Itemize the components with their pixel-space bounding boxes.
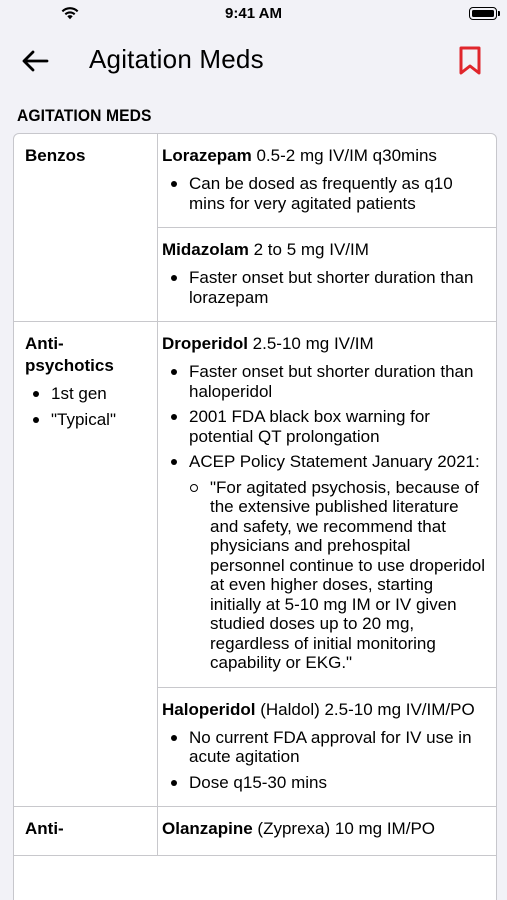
- sub-list-item: "For agitated psychosis, because of the extensive published literature and safety, we recommend that physicians and prehospital personnel continue to use droperidol at even higher doses, starting initially at 5-10 mg IM or IV given studied doses up to 20 mg, regardless of initial monitoring capability or EKG.": [189, 478, 486, 673]
- arrow-left-icon: [21, 49, 49, 73]
- drugs-cell: [157, 134, 496, 321]
- bookmark-icon: [458, 46, 482, 76]
- list-item: No current FDA approval for IV use in acute agitation: [168, 728, 486, 767]
- list-item: Can be dosed as frequently as q10 mins for very agitated patients: [168, 174, 486, 213]
- meds-table: [13, 133, 497, 900]
- drug-dose: 2.5-10 mg IV/IM: [247, 334, 374, 353]
- drug-block: [158, 228, 496, 321]
- status-bar: [0, 0, 507, 28]
- back-button[interactable]: [18, 44, 52, 78]
- list-item: "Typical": [25, 407, 151, 433]
- drug-name: Haloperidol: [162, 699, 256, 719]
- drug-name: Droperidol: [162, 334, 248, 353]
- battery-icon: [469, 7, 497, 20]
- table-row: [14, 322, 496, 807]
- drug-dose: (Haldol) 2.5-10 mg IV/IM/PO: [255, 699, 475, 719]
- table-row: [14, 134, 496, 322]
- category-name: Benzos: [25, 146, 86, 165]
- drug-name: Lorazepam: [162, 146, 252, 165]
- list-item: 2001 FDA black box warning for potential QT prolongation: [168, 407, 486, 446]
- category-name: Anti-psychotics: [25, 334, 114, 375]
- drug-block: [158, 807, 496, 855]
- section-header: AGITATION MEDS: [17, 106, 152, 125]
- category-name: Anti-: [25, 819, 64, 838]
- list-item: Faster onset but shorter duration than lorazepam: [168, 268, 486, 307]
- drug-dose: 0.5-2 mg IV/IM q30mins: [251, 146, 437, 165]
- drug-block: [158, 322, 496, 688]
- page-title: Agitation Meds: [89, 44, 264, 74]
- list-item: Faster onset but shorter duration than haloperidol: [168, 362, 486, 401]
- drug-name: Midazolam: [162, 240, 249, 259]
- category-cell: [14, 322, 157, 806]
- bookmark-button[interactable]: [455, 44, 485, 78]
- drug-block: [158, 134, 496, 228]
- list-item-text: ACEP Policy Statement January 2021:: [189, 452, 480, 471]
- navigation-bar: [0, 30, 507, 90]
- drugs-cell: [157, 807, 496, 855]
- drug-dose: 2 to 5 mg IV/IM: [248, 240, 369, 259]
- list-item: Dose q15-30 mins: [168, 773, 486, 793]
- status-time: 9:41 AM: [225, 5, 282, 22]
- list-item: [168, 452, 486, 673]
- drug-block: [158, 688, 496, 807]
- table-row: [14, 807, 496, 856]
- drug-name: Olanzapine: [162, 819, 253, 838]
- category-cell: [14, 807, 157, 855]
- list-item: 1st gen: [25, 381, 151, 407]
- drug-dose: (Zyprexa) 10 mg IM/PO: [252, 819, 436, 838]
- drugs-cell: [157, 322, 496, 806]
- category-cell: [14, 134, 157, 321]
